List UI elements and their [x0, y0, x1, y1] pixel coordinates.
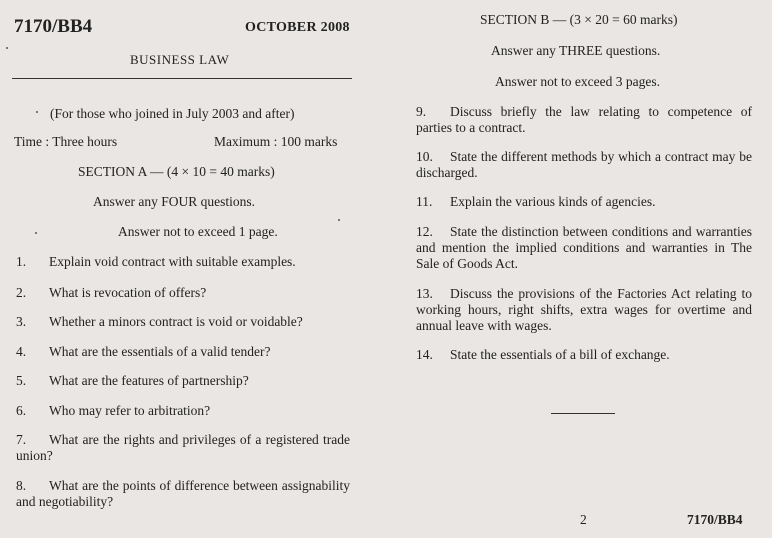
question-number: 7. [16, 432, 27, 447]
question-9 [416, 104, 752, 136]
question-3 [16, 314, 303, 330]
question-13 [416, 286, 752, 334]
question-text: State the different methods by which a contract may be discharged. [416, 149, 752, 180]
question-number: 14. [416, 347, 433, 362]
question-4 [16, 344, 271, 360]
scan-speck [338, 219, 340, 221]
question-number: 11. [416, 194, 433, 209]
question-number: 12. [416, 224, 433, 239]
question-number: 3. [16, 314, 27, 329]
question-2 [16, 285, 206, 301]
question-number: 2. [16, 285, 27, 300]
question-14 [416, 347, 670, 363]
scan-speck [36, 111, 38, 113]
question-7 [16, 432, 350, 464]
question-number: 8. [16, 478, 27, 493]
time-allowed: Time : Three hours [14, 134, 118, 149]
section-b-title: SECTION B — (3 × 20 = 60 marks) [480, 12, 678, 27]
question-10 [416, 149, 752, 181]
question-number: 1. [16, 254, 27, 269]
question-8 [16, 478, 350, 510]
section-a-instruction: Answer any FOUR questions. [93, 194, 255, 209]
question-text: Explain the various kinds of agencies. [450, 194, 656, 209]
scan-speck [35, 232, 37, 234]
question-12 [416, 224, 752, 272]
maximum-marks: Maximum : 100 marks [214, 134, 338, 149]
question-text: Discuss briefly the law relating to competence of parties to a contract. [416, 104, 752, 135]
question-number: 13. [416, 286, 433, 301]
question-number: 6. [16, 403, 27, 418]
question-5 [16, 373, 249, 389]
subject-title: BUSINESS LAW [130, 52, 230, 67]
end-of-paper-rule [551, 413, 615, 414]
footer-paper-code: 7170/BB4 [687, 512, 743, 527]
question-text: Discuss the provisions of the Factories Act relating to working hours, right shifts, extra wages for overtime and annual leave with wages. [416, 286, 752, 333]
question-text: What are the essentials of a valid tender? [49, 344, 271, 359]
eligibility-note: (For those who joined in July 2003 and after) [50, 106, 295, 121]
exam-date: OCTOBER 2008 [245, 20, 350, 35]
scan-speck [6, 47, 8, 49]
paper-code: 7170/BB4 [14, 16, 93, 37]
question-text: What are the points of difference between assignability and negotiability? [16, 478, 350, 509]
section-b-instruction: Answer any THREE questions. [491, 43, 661, 58]
question-text: What is revocation of offers? [49, 285, 207, 300]
question-text: State the essentials of a bill of exchange. [450, 347, 670, 362]
question-text: Who may refer to arbitration? [49, 403, 211, 418]
header-rule [12, 78, 352, 79]
question-text: Explain void contract with suitable examples. [49, 254, 296, 269]
question-text: Whether a minors contract is void or voidable? [49, 314, 303, 329]
question-11 [416, 194, 655, 210]
section-a-limit: Answer not to exceed 1 page. [118, 224, 278, 239]
question-number: 10. [416, 149, 433, 164]
question-6 [16, 403, 210, 419]
page-number: 2 [580, 512, 587, 527]
question-text: What are the features of partnership? [49, 373, 249, 388]
question-number: 4. [16, 344, 27, 359]
section-b-limit: Answer not to exceed 3 pages. [495, 74, 660, 89]
question-text: State the distinction between conditions and warranties and mention the implied conditions and warranties in The Sale of Goods Act. [416, 224, 752, 271]
question-number: 9. [416, 104, 427, 119]
question-number: 5. [16, 373, 27, 388]
section-a-title: SECTION A — (4 × 10 = 40 marks) [78, 164, 275, 179]
question-text: What are the rights and privileges of a registered trade union? [16, 432, 350, 463]
question-1 [16, 254, 296, 270]
